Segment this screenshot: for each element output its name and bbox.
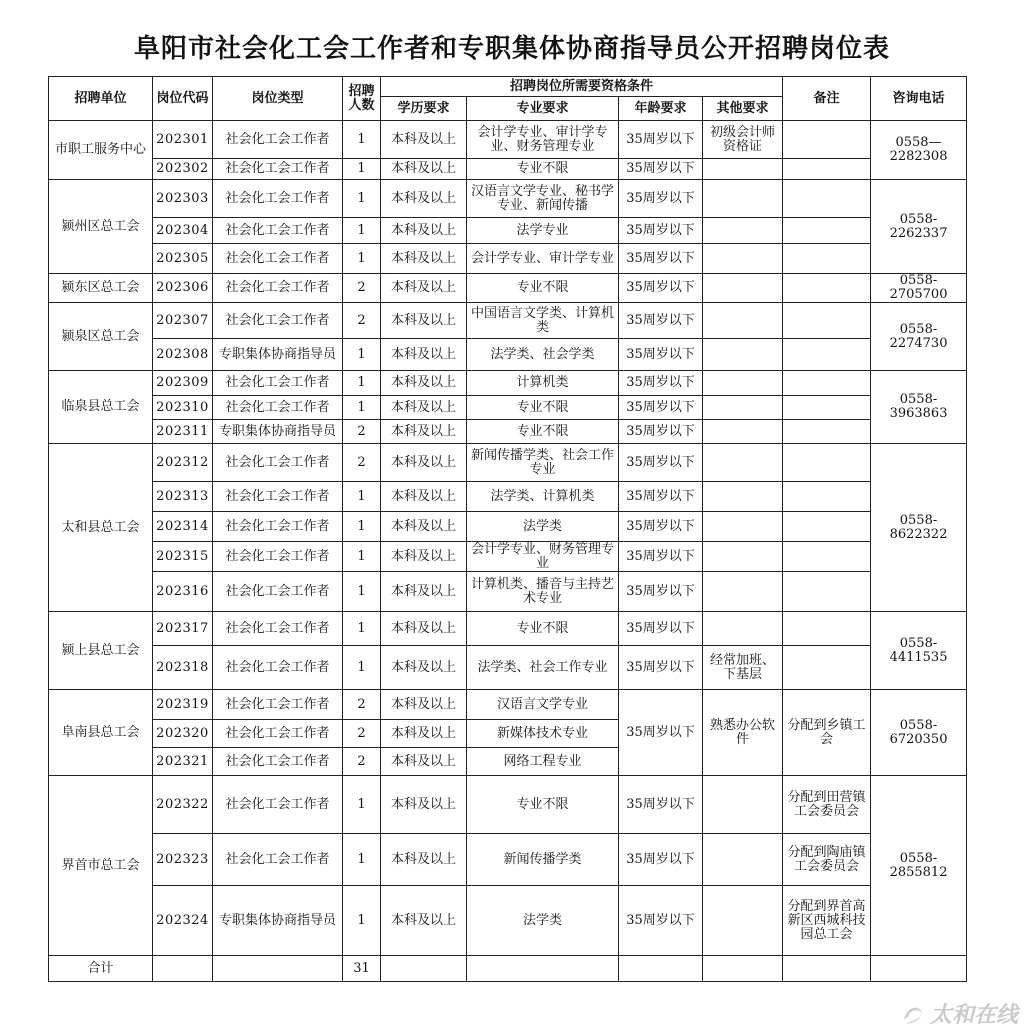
- header-other: 其他要求: [703, 97, 783, 121]
- job-count: 2: [343, 720, 381, 748]
- header-unit: 招聘单位: [49, 77, 153, 121]
- job-code: 202318: [153, 646, 213, 690]
- job-education: 本科及以上: [381, 339, 467, 371]
- job-major: 中国语言文学类、计算机类: [467, 303, 619, 339]
- empty-cell: [703, 956, 783, 982]
- job-other: [703, 159, 783, 180]
- job-major: 会计学专业、审计学专业、财务管理专业: [467, 121, 619, 159]
- job-education: 本科及以上: [381, 646, 467, 690]
- job-age: 35周岁以下: [619, 444, 703, 482]
- job-count: 1: [343, 482, 381, 512]
- job-age: 35周岁以下: [619, 371, 703, 396]
- header-education: 学历要求: [381, 97, 467, 121]
- job-remark: [783, 572, 871, 612]
- job-other: [703, 339, 783, 371]
- job-other: [703, 572, 783, 612]
- unit-name: 颍东区总工会: [49, 274, 153, 303]
- job-major: 计算机类、播音与主持艺术专业: [467, 572, 619, 612]
- job-age: 35周岁以下: [619, 690, 703, 776]
- job-code: 202315: [153, 542, 213, 572]
- job-age: 35周岁以下: [619, 396, 703, 420]
- job-other: [703, 274, 783, 303]
- empty-cell: [871, 956, 967, 982]
- swirl-logo-icon: [900, 1001, 926, 1027]
- job-other: [703, 444, 783, 482]
- unit-name: 市职工服务中心: [49, 121, 153, 180]
- job-count: 2: [343, 420, 381, 444]
- job-education: 本科及以上: [381, 218, 467, 244]
- job-other: [703, 420, 783, 444]
- job-other: [703, 482, 783, 512]
- job-remark: [783, 444, 871, 482]
- job-major: 专业不限: [467, 274, 619, 303]
- job-major: 专业不限: [467, 396, 619, 420]
- job-code: 202323: [153, 834, 213, 886]
- job-code: 202316: [153, 572, 213, 612]
- job-type: 社会化工会工作者: [213, 444, 343, 482]
- job-other: [703, 612, 783, 646]
- job-education: 本科及以上: [381, 303, 467, 339]
- job-remark: 分配到田营镇工会委员会: [783, 776, 871, 834]
- job-code: 202301: [153, 121, 213, 159]
- job-major: 网络工程专业: [467, 748, 619, 776]
- job-type: 社会化工会工作者: [213, 180, 343, 218]
- job-remark: 分配到陶庙镇工会委员会: [783, 834, 871, 886]
- job-major: 新媒体技术专业: [467, 720, 619, 748]
- job-type: 专职集体协商指导员: [213, 420, 343, 444]
- job-count: 1: [343, 180, 381, 218]
- job-education: 本科及以上: [381, 396, 467, 420]
- job-major: 汉语言文学专业: [467, 690, 619, 720]
- job-other: 初级会计师资格证: [703, 121, 783, 159]
- job-education: 本科及以上: [381, 371, 467, 396]
- job-age: 35周岁以下: [619, 420, 703, 444]
- recruitment-table: [48, 76, 967, 982]
- job-other: [703, 303, 783, 339]
- job-type: 专职集体协商指导员: [213, 339, 343, 371]
- header-remark: 备注: [783, 77, 871, 121]
- job-code: 202322: [153, 776, 213, 834]
- job-type: 社会化工会工作者: [213, 690, 343, 720]
- header-major: 专业要求: [467, 97, 619, 121]
- job-education: 本科及以上: [381, 572, 467, 612]
- job-code: 202303: [153, 180, 213, 218]
- job-count: 1: [343, 244, 381, 274]
- job-code: 202320: [153, 720, 213, 748]
- job-code: 202311: [153, 420, 213, 444]
- table-row: [49, 121, 967, 159]
- total-label: 合计: [49, 956, 153, 982]
- job-count: 1: [343, 371, 381, 396]
- job-code: 202314: [153, 512, 213, 542]
- job-type: 社会化工会工作者: [213, 244, 343, 274]
- job-other: [703, 396, 783, 420]
- job-type: 社会化工会工作者: [213, 646, 343, 690]
- unit-phone: 0558-6720350: [871, 690, 967, 776]
- table-row: [49, 180, 967, 218]
- table-row: [49, 834, 967, 886]
- job-type: 社会化工会工作者: [213, 776, 343, 834]
- job-other: [703, 886, 783, 956]
- job-remark: [783, 396, 871, 420]
- job-remark: [783, 339, 871, 371]
- header-age: 年龄要求: [619, 97, 703, 121]
- job-remark: [783, 482, 871, 512]
- unit-phone: 0558-3963863: [871, 371, 967, 444]
- job-type: 社会化工会工作者: [213, 371, 343, 396]
- job-code: 202305: [153, 244, 213, 274]
- job-age: 35周岁以下: [619, 121, 703, 159]
- job-education: 本科及以上: [381, 274, 467, 303]
- job-education: 本科及以上: [381, 690, 467, 720]
- job-major: 专业不限: [467, 420, 619, 444]
- job-other: [703, 371, 783, 396]
- job-remark: [783, 274, 871, 303]
- job-education: 本科及以上: [381, 512, 467, 542]
- page-title: 阜阳市社会化工会工作者和专职集体协商指导员公开招聘岗位表: [133, 34, 890, 64]
- unit-name: 阜南县总工会: [49, 690, 153, 776]
- job-remark: [783, 542, 871, 572]
- job-count: 1: [343, 159, 381, 180]
- job-major: 法学类: [467, 512, 619, 542]
- job-age: 35周岁以下: [619, 612, 703, 646]
- job-other: [703, 180, 783, 218]
- unit-name: 界首市总工会: [49, 776, 153, 956]
- job-age: 35周岁以下: [619, 646, 703, 690]
- job-code: 202324: [153, 886, 213, 956]
- job-type: 社会化工会工作者: [213, 512, 343, 542]
- job-count: 1: [343, 218, 381, 244]
- job-remark: [783, 303, 871, 339]
- job-major: 法学类、社会工作专业: [467, 646, 619, 690]
- job-age: 35周岁以下: [619, 339, 703, 371]
- table-row: [49, 542, 967, 572]
- job-count: 2: [343, 274, 381, 303]
- header-type: 岗位类型: [213, 77, 343, 121]
- job-count: 1: [343, 886, 381, 956]
- job-major: 计算机类: [467, 371, 619, 396]
- table-row: [49, 339, 967, 371]
- table-row: [49, 512, 967, 542]
- job-other: [703, 512, 783, 542]
- job-education: 本科及以上: [381, 180, 467, 218]
- job-type: 社会化工会工作者: [213, 572, 343, 612]
- job-other: 经常加班、下基层: [703, 646, 783, 690]
- header-code: 岗位代码: [153, 77, 213, 121]
- job-remark: [783, 646, 871, 690]
- job-code: 202307: [153, 303, 213, 339]
- job-major: 专业不限: [467, 776, 619, 834]
- job-education: 本科及以上: [381, 121, 467, 159]
- job-age: 35周岁以下: [619, 303, 703, 339]
- job-type: 社会化工会工作者: [213, 159, 343, 180]
- job-education: 本科及以上: [381, 886, 467, 956]
- job-type: 社会化工会工作者: [213, 218, 343, 244]
- job-age: 35周岁以下: [619, 482, 703, 512]
- unit-name: 颍上县总工会: [49, 612, 153, 690]
- job-major: 法学类、社会学类: [467, 339, 619, 371]
- job-count: 1: [343, 512, 381, 542]
- job-education: 本科及以上: [381, 612, 467, 646]
- job-code: 202319: [153, 690, 213, 720]
- job-education: 本科及以上: [381, 159, 467, 180]
- job-type: 社会化工会工作者: [213, 720, 343, 748]
- job-other: [703, 244, 783, 274]
- job-type: 社会化工会工作者: [213, 834, 343, 886]
- empty-cell: [153, 956, 213, 982]
- job-major: 法学类、计算机类: [467, 482, 619, 512]
- job-remark: [783, 121, 871, 159]
- header-count: 招聘人数: [343, 77, 381, 121]
- job-count: 2: [343, 303, 381, 339]
- job-code: 202304: [153, 218, 213, 244]
- job-major: 新闻传播学类、社会工作专业: [467, 444, 619, 482]
- job-remark: 分配到乡镇工会: [783, 690, 871, 776]
- job-education: 本科及以上: [381, 482, 467, 512]
- job-code: 202309: [153, 371, 213, 396]
- table-row: [49, 886, 967, 956]
- table-row: [49, 572, 967, 612]
- table-row: [49, 612, 967, 646]
- job-major: 法学类: [467, 886, 619, 956]
- unit-phone: 0558-2274730: [871, 303, 967, 371]
- job-age: 35周岁以下: [619, 542, 703, 572]
- job-other: 熟悉办公软件: [703, 690, 783, 776]
- job-remark: [783, 159, 871, 180]
- unit-name: 临泉县总工会: [49, 371, 153, 444]
- unit-name: 颍泉区总工会: [49, 303, 153, 371]
- job-count: 2: [343, 690, 381, 720]
- unit-name: 颍州区总工会: [49, 180, 153, 274]
- job-count: 1: [343, 776, 381, 834]
- job-major: 专业不限: [467, 612, 619, 646]
- job-major: 会计学专业、审计学专业: [467, 244, 619, 274]
- job-count: 1: [343, 121, 381, 159]
- table-row: [49, 371, 967, 396]
- empty-cell: [619, 956, 703, 982]
- empty-cell: [467, 956, 619, 982]
- unit-phone: 0558-2855812: [871, 776, 967, 956]
- unit-name: 太和县总工会: [49, 444, 153, 612]
- unit-phone: 0558-2262337: [871, 180, 967, 274]
- unit-phone: 0558-8622322: [871, 444, 967, 612]
- job-education: 本科及以上: [381, 834, 467, 886]
- job-remark: [783, 371, 871, 396]
- table-row: [49, 420, 967, 444]
- job-major: 会计学专业、财务管理专业: [467, 542, 619, 572]
- job-remark: 分配到界首高新区西城科技园总工会: [783, 886, 871, 956]
- job-major: 法学专业: [467, 218, 619, 244]
- job-other: [703, 218, 783, 244]
- job-type: 社会化工会工作者: [213, 748, 343, 776]
- job-count: 1: [343, 612, 381, 646]
- job-remark: [783, 420, 871, 444]
- job-age: 35周岁以下: [619, 776, 703, 834]
- unit-phone: 0558—2282308: [871, 121, 967, 180]
- job-type: 社会化工会工作者: [213, 274, 343, 303]
- job-major: 新闻传播学类: [467, 834, 619, 886]
- table-row: [49, 218, 967, 244]
- job-remark: [783, 218, 871, 244]
- job-remark: [783, 180, 871, 218]
- job-education: 本科及以上: [381, 748, 467, 776]
- empty-cell: [213, 956, 343, 982]
- job-code: 202306: [153, 274, 213, 303]
- table-row: [49, 274, 967, 303]
- job-code: 202310: [153, 396, 213, 420]
- job-count: 1: [343, 834, 381, 886]
- job-age: 35周岁以下: [619, 512, 703, 542]
- table-row: [49, 244, 967, 274]
- job-count: 1: [343, 339, 381, 371]
- table-row: [49, 776, 967, 834]
- job-other: [703, 776, 783, 834]
- job-type: 社会化工会工作者: [213, 121, 343, 159]
- job-code: 202313: [153, 482, 213, 512]
- unit-phone: 0558-4411535: [871, 612, 967, 690]
- job-code: 202321: [153, 748, 213, 776]
- job-remark: [783, 512, 871, 542]
- watermark-text: 太和在线: [929, 1003, 1018, 1028]
- job-education: 本科及以上: [381, 720, 467, 748]
- job-major: 汉语言文学专业、秘书学专业、新闻传播: [467, 180, 619, 218]
- job-major: 专业不限: [467, 159, 619, 180]
- table-row: [49, 690, 967, 720]
- job-code: 202308: [153, 339, 213, 371]
- job-type: 专职集体协商指导员: [213, 886, 343, 956]
- job-age: 35周岁以下: [619, 886, 703, 956]
- job-code: 202317: [153, 612, 213, 646]
- table-row: [49, 646, 967, 690]
- job-count: 1: [343, 542, 381, 572]
- job-education: 本科及以上: [381, 244, 467, 274]
- job-age: 35周岁以下: [619, 244, 703, 274]
- table-row: [49, 396, 967, 420]
- job-age: 35周岁以下: [619, 218, 703, 244]
- site-watermark: [900, 998, 1018, 1029]
- job-age: 35周岁以下: [619, 274, 703, 303]
- job-remark: [783, 612, 871, 646]
- unit-phone: 0558-2705700: [871, 274, 967, 303]
- job-education: 本科及以上: [381, 420, 467, 444]
- job-type: 社会化工会工作者: [213, 542, 343, 572]
- job-age: 35周岁以下: [619, 159, 703, 180]
- empty-cell: [381, 956, 467, 982]
- job-count: 1: [343, 646, 381, 690]
- header-row: [49, 77, 967, 97]
- job-age: 35周岁以下: [619, 572, 703, 612]
- job-age: 35周岁以下: [619, 180, 703, 218]
- job-type: 社会化工会工作者: [213, 303, 343, 339]
- job-type: 社会化工会工作者: [213, 612, 343, 646]
- total-row: [49, 956, 967, 982]
- job-count: 2: [343, 748, 381, 776]
- total-count: 31: [343, 956, 381, 982]
- table-row: [49, 444, 967, 482]
- job-count: 2: [343, 444, 381, 482]
- job-remark: [783, 244, 871, 274]
- job-count: 1: [343, 572, 381, 612]
- table-row: [49, 303, 967, 339]
- job-code: 202312: [153, 444, 213, 482]
- job-education: 本科及以上: [381, 776, 467, 834]
- job-type: 社会化工会工作者: [213, 482, 343, 512]
- job-code: 202302: [153, 159, 213, 180]
- job-type: 社会化工会工作者: [213, 396, 343, 420]
- header-phone: 咨询电话: [871, 77, 967, 121]
- empty-cell: [783, 956, 871, 982]
- table-row: [49, 482, 967, 512]
- job-other: [703, 834, 783, 886]
- job-education: 本科及以上: [381, 542, 467, 572]
- header-qualifications: 招聘岗位所需要资格条件: [381, 77, 783, 97]
- table-row: [49, 159, 967, 180]
- job-count: 1: [343, 396, 381, 420]
- job-age: 35周岁以下: [619, 834, 703, 886]
- job-other: [703, 542, 783, 572]
- job-education: 本科及以上: [381, 444, 467, 482]
